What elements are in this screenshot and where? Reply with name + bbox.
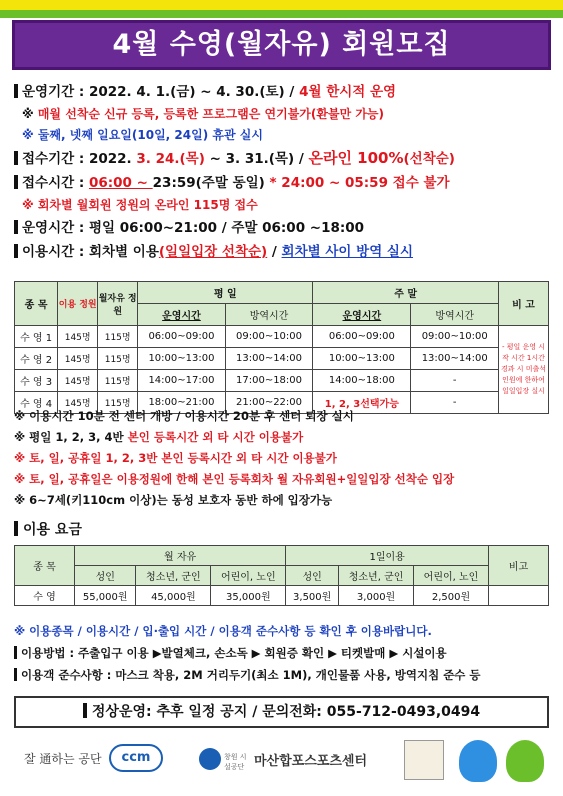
- th-weekday: 평 일: [138, 282, 313, 304]
- th-kind: 종 목: [15, 282, 58, 326]
- info-lines: [14, 80, 549, 264]
- note-2: ※ 평일 1, 2, 3, 4반 본인 등록시간 외 타 시간 이용불가: [14, 430, 304, 444]
- th-cap: 이용 정원: [58, 282, 98, 326]
- op-time-line: 운영시간 : 평일 06:00~21:00 / 주말 06:00 ~18:00: [14, 216, 549, 240]
- th-weekend: 주 말: [313, 282, 499, 304]
- th-free: 월자유 정원: [98, 282, 138, 326]
- top-stripe-yellow: [0, 0, 563, 10]
- table-note: - 평일 운영 시작 시간 1시간 경과 시 미출석 인원에 한하여 일일입장 실시: [499, 326, 549, 414]
- th-we-op: 운영시간: [313, 304, 411, 326]
- bottom-info: [14, 620, 549, 686]
- org-small: 창원 시설공단: [224, 753, 247, 771]
- fee-table: 종 목 월 자유 1일이용 비고 성인 청소년, 군인 어린이, 노인 성인 청소년, 군인 어린이, 노인 수 영 55,000원 45,000원 35,000원 3,500원 3,000원 2,500원: [14, 545, 549, 606]
- note-1: ※ 이용시간 10분 전 센터 개방 / 이용시간 20분 후 센터 퇴장 실시: [14, 409, 354, 423]
- th-note: 비 고: [499, 282, 549, 326]
- mascot-icon-2: [506, 740, 544, 782]
- user-rules: 이용객 준수사항 : 마스크 착용, 2M 거리두기(최소 1M), 개인물품 사용, 방역지침 준수 등: [14, 664, 549, 686]
- fee-section-title: 이용 요금: [14, 519, 82, 539]
- org-name: 마산합포스포츠센터: [254, 754, 368, 769]
- org-logo-icon: [199, 748, 221, 770]
- table-row: 수 영 3 145명 115명 14:00~17:00 17:00~18:00 14:00~18:00 -: [15, 370, 549, 392]
- top-stripe-green: [0, 10, 563, 18]
- page-title: 4월 수영(월자유) 회원모집: [12, 20, 551, 70]
- note-line-2: ※ 둘째, 넷째 일요일(10일, 24일) 휴관 실시: [22, 128, 263, 142]
- period-line: 운영기간 : 2022. 4. 1.(금) ~ 4. 30.(토) / 4월 한시적 운영: [14, 80, 549, 104]
- certification-badge: [404, 740, 444, 780]
- note-3: ※ 토, 일, 공휴일 1, 2, 3반 본인 등록시간 외 타 시간 이용불가: [14, 451, 337, 465]
- note-5: ※ 6~7세(키110cm 이상)는 동성 보호자 동반 하에 입장가능: [14, 493, 333, 507]
- bottom-notice: ※ 이용종목 / 이용시간 / 입·출입 시간 / 이용객 준수사항 등 확인 후 이용바랍니다.: [14, 624, 432, 638]
- note-4: ※ 토, 일, 공휴일은 이용정원에 한해 본인 등록회차 월 자유회원+일일입장 선착순 입장: [14, 472, 455, 486]
- schedule-table: [14, 281, 549, 414]
- th-wd-dis: 방역시간: [225, 304, 313, 326]
- table-row: 수 영 1 145명 115명 06:00~09:00 09:00~10:00 06:00~09:00 09:00~10:00 - 평일 운영 시작 시간 1시간 경과 시 미출석 인원에 한하여 일일입장 실시: [15, 326, 549, 348]
- ccm-logo: ccm: [109, 744, 163, 772]
- mascot-icon-1: [459, 740, 497, 782]
- th-we-dis: 방역시간: [411, 304, 499, 326]
- contact-box: 정상운영: 추후 일정 공지 / 문의전화: 055-712-0493,0494: [14, 696, 549, 728]
- table-row: 수 영 4 145명 115명 18:00~21:00 21:00~22:00 1, 2, 3선택가능 -: [15, 392, 549, 414]
- usage-method: 이용방법 : 주출입구 이용 ▶발열체크, 손소독 ▶ 회원증 확인 ▶ 티켓발매 ▶ 시설이용: [14, 642, 549, 664]
- note-line-3: ※ 회차별 월회원 정원의 온라인 115명 접수: [22, 198, 258, 212]
- note-line-1: ※ 매월 선착순 신규 등록, 등록한 프로그램은 연기불가(환불만 가능): [22, 107, 385, 121]
- reg-period-line: 접수기간 : 2022. 3. 24.(목) ~ 3. 31.(목) / 온라인 100%(선착순): [14, 146, 549, 171]
- table-row: 수 영 2 145명 115명 10:00~13:00 13:00~14:00 10:00~13:00 13:00~14:00: [15, 348, 549, 370]
- table-row: 수 영 55,000원 45,000원 35,000원 3,500원 3,000원 2,500원: [15, 586, 549, 606]
- slogan: 잘 通하는 공단: [24, 752, 102, 766]
- reg-time-line: 접수시간 : 06:00 ~ 23:59(주말 동일) * 24:00 ~ 05:59 접수 불가: [14, 171, 549, 195]
- th-wd-op: 운영시간: [138, 304, 226, 326]
- notes: [14, 406, 549, 511]
- use-time-line: 이용시간 : 회차별 이용(일일입장 선착순) / 회차별 사이 방역 실시: [14, 240, 549, 264]
- footer: [14, 740, 549, 786]
